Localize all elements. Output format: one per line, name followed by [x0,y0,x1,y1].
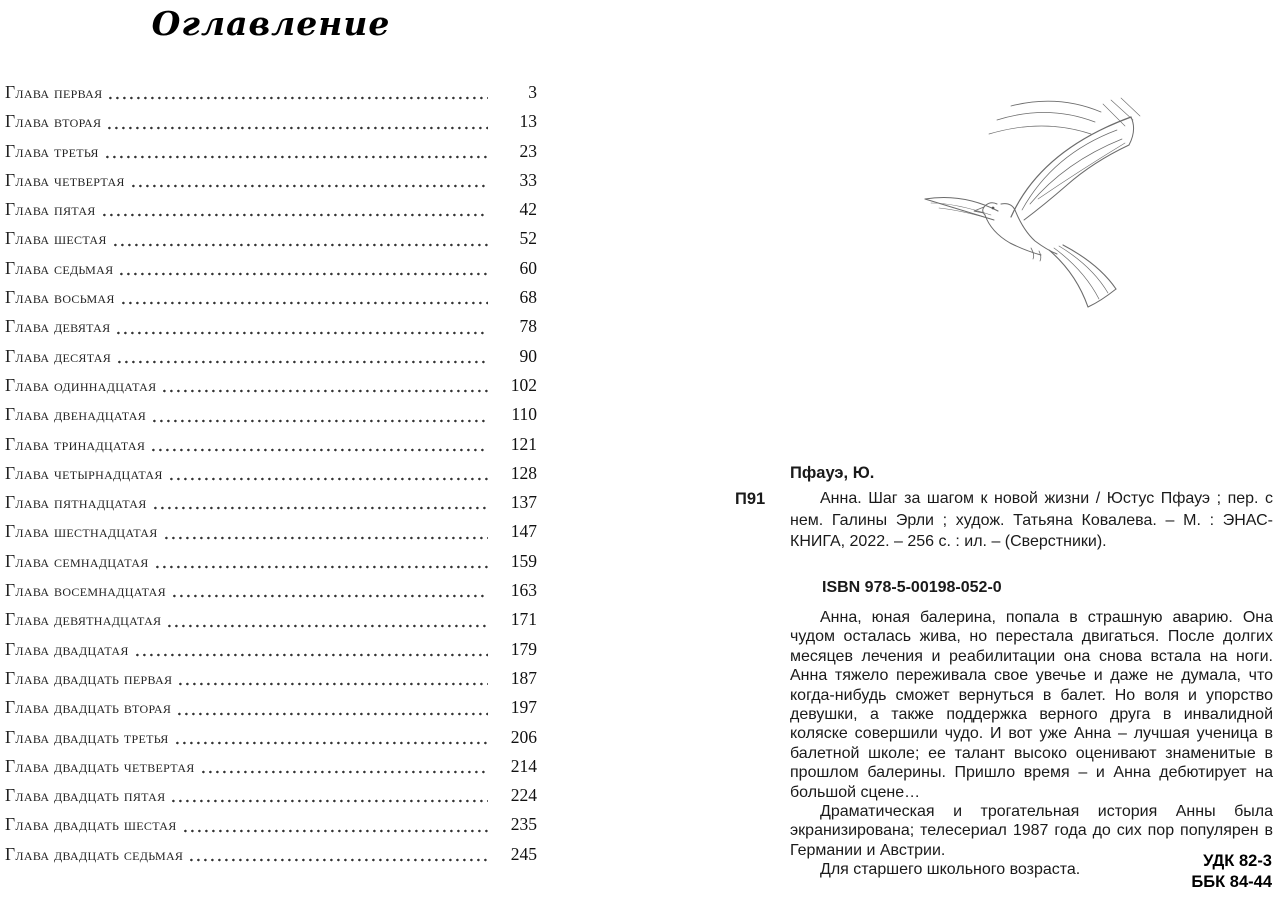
dot-leader [163,389,488,393]
chapter-title: Глава восьмая [5,287,115,308]
chapter-title: Глава десятая [5,345,112,366]
toc-entry [5,283,537,312]
chapter-title: Глава одиннадцатая [5,374,157,395]
dot-leader [176,741,488,745]
dot-leader [168,624,488,628]
toc-entry [5,166,537,195]
toc-entry [5,254,537,283]
toc-entry [5,195,537,224]
dot-leader [103,213,488,217]
toc-entry [5,312,537,341]
page-number: 179 [510,638,537,659]
page-number: 42 [519,199,537,220]
page-number: 147 [510,521,537,542]
dot-leader [120,272,488,276]
toc-entry [5,752,537,781]
chapter-title: Глава пятая [5,199,96,220]
chapter-title: Глава девятая [5,316,111,337]
toc-entry [5,840,537,869]
page-number: 187 [510,667,537,688]
toc-entry [5,576,537,605]
toc-entry [5,224,537,253]
chapter-title: Глава третья [5,140,99,161]
toc-entry [5,664,537,693]
page-number: 33 [519,169,537,190]
page-number: 128 [510,462,537,483]
dove-sketch-illustration [893,92,1165,324]
page-number: 13 [519,111,537,132]
chapter-title: Глава двадцать четвертая [5,755,195,776]
author-heading: Пфауэ, Ю. [790,464,875,482]
page-number: 224 [510,785,537,806]
chapter-title: Глава вторая [5,111,102,132]
toc-entry [5,517,537,546]
toc-entry [5,371,537,400]
chapter-title: Глава девятнадцатая [5,609,162,630]
dot-leader [114,243,488,247]
toc-entry [5,78,537,107]
chapter-title: Глава шестнадцатая [5,521,158,542]
page-number: 163 [510,580,537,601]
chapter-title: Глава седьмая [5,257,114,278]
page-number: 60 [519,257,537,278]
chapter-title: Глава двадцать седьмая [5,843,184,864]
page-number: 78 [519,316,537,337]
toc-entry [5,810,537,839]
bbk-code: ББК 84-44 [1191,872,1272,891]
annotation-block [790,608,1273,880]
dot-leader [156,565,488,569]
toc-entry [5,605,537,634]
toc-entry [5,488,537,517]
dot-leader [184,829,488,833]
toc-title: Оглавление [151,4,391,43]
chapter-title: Глава двадцать третья [5,726,169,747]
chapter-title: Глава двадцать первая [5,667,173,688]
toc-entry [5,342,537,371]
dot-leader [109,96,488,100]
page-number: 52 [519,228,537,249]
colophon-page [735,0,1272,899]
chapter-title: Глава тринадцатая [5,433,146,454]
chapter-title: Глава семнадцатая [5,550,149,571]
dot-leader [106,155,488,159]
chapter-title: Глава двадцать шестая [5,814,177,835]
isbn-line: ISBN 978-5-00198-052-0 [822,579,1002,596]
dot-leader [154,506,488,510]
udk-code: УДК 82-3 [1203,852,1272,870]
toc-entry [5,459,537,488]
dot-leader [179,682,488,686]
dot-leader [170,477,488,481]
dot-leader [153,419,488,423]
chapter-title: Глава шестая [5,228,107,249]
dot-leader [152,448,488,452]
page-number: 110 [511,404,537,425]
dot-leader [178,712,488,716]
annotation-paragraph: Драматическая и трогательная история Анны была экранизирована; телесериал 1987 года до сих пор популярен в Германии и Австрии. [790,803,1273,859]
page-number: 214 [510,755,537,776]
toc-list [5,78,537,869]
toc-entry [5,430,537,459]
page-number: 171 [510,609,537,630]
page-number: 159 [510,550,537,571]
author-sign-code: П91 [735,490,766,508]
page-number: 245 [510,843,537,864]
dot-leader [173,594,488,598]
toc-entry [5,781,537,810]
toc-entry [5,400,537,429]
toc-entry [5,547,537,576]
chapter-title: Глава двадцать вторая [5,697,172,718]
toc-entry [5,693,537,722]
annotation-paragraph: Анна, юная балерина, попала в страшную аварию. Она чудом осталась жива, но перестала двигаться. После долгих месяцев лечения и реабилитации она снова встала на ноги. Анна тяжело переживала свое увечье и даже не думала, что когда-нибудь сможет вернуться в балет. Но воля и упорство девушки, а также поддержка верного друга в инвалидной коляске совершили чудо. И вот уже Анна – лучшая ученица в балетной школе; ее талант высоко оценивают знаменитые в прошлом балерины. Пришло время – и Анна дебютирует на большой сцене… [790,609,1273,801]
dot-leader [165,536,488,540]
dot-leader [118,360,488,364]
toc-page [5,0,537,869]
page-number: 235 [510,814,537,835]
dot-leader [190,858,488,862]
chapter-title: Глава двенадцатая [5,404,147,425]
dot-leader [108,126,488,130]
page-number: 197 [510,697,537,718]
chapter-title: Глава двадцатая [5,638,129,659]
chapter-title: Глава двадцать пятая [5,785,166,806]
toc-entry [5,137,537,166]
page-number: 90 [519,345,537,366]
bibliographic-record: Анна. Шаг за шагом к новой жизни / Юстус Пфауэ ; пер. с нем. Галины Эрли ; худож. Татьяна Ковалева. – М. : ЭНАС-КНИГА, 2022. – 256 с. : ил. – (Сверстники). [790,490,1273,550]
dot-leader [136,653,488,657]
chapter-title: Глава четырнадцатая [5,462,163,483]
page-number: 23 [519,140,537,161]
toc-entry [5,107,537,136]
dot-leader [132,184,488,188]
toc-entry [5,635,537,664]
chapter-title: Глава четвертая [5,169,125,190]
toc-entry [5,723,537,752]
dot-leader [172,799,488,803]
page-number: 137 [510,492,537,513]
dot-leader [122,301,488,305]
page-number: 68 [519,287,537,308]
page-number: 206 [510,726,537,747]
classification-codes [1191,851,1272,892]
chapter-title: Глава первая [5,82,103,102]
chapter-title: Глава восемнадцатая [5,580,166,601]
page-number: 102 [510,374,537,395]
chapter-title: Глава пятнадцатая [5,492,147,513]
dot-leader [202,770,488,774]
dot-leader [117,331,488,335]
page-number: 3 [528,82,537,102]
annotation-paragraph: Для старшего школьного возраста. [820,861,1081,879]
page-number: 121 [510,433,537,454]
